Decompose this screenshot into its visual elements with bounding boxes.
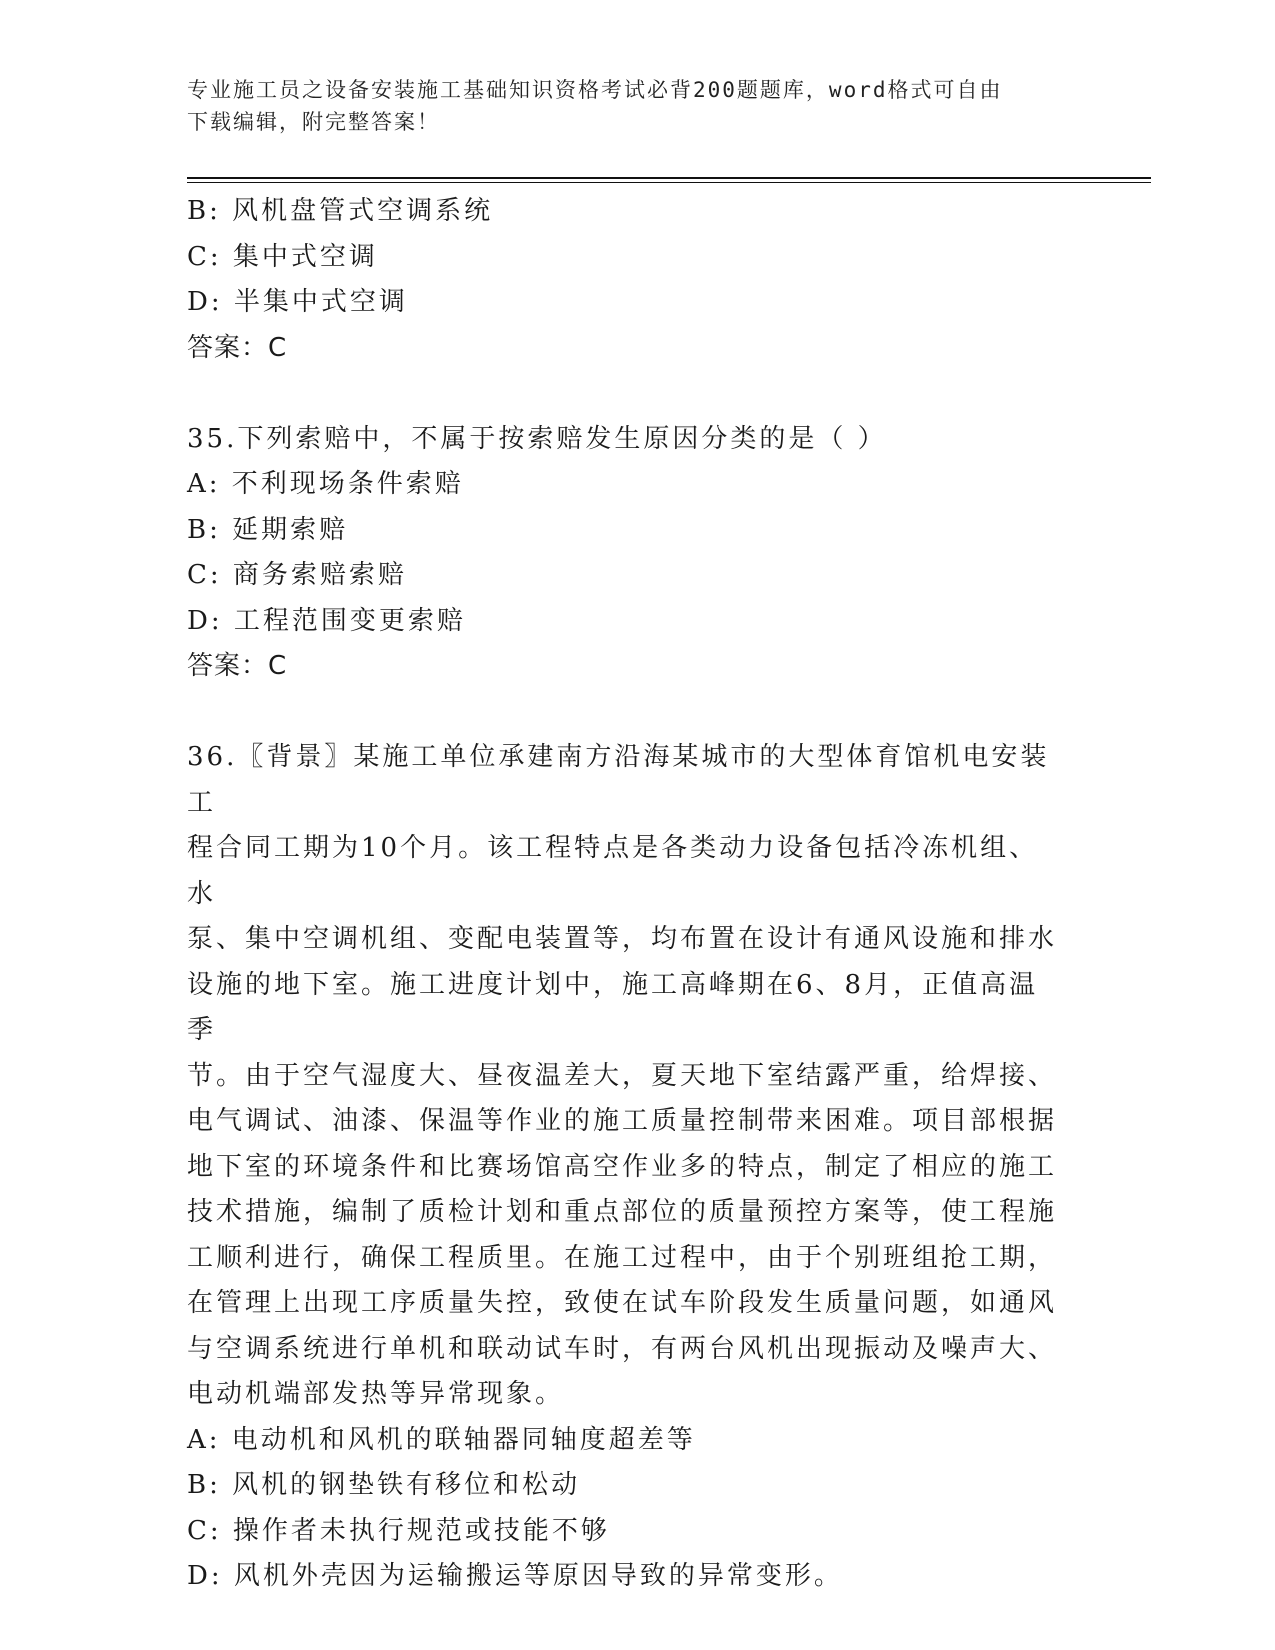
q36-text-line: 泵、集中空调机组、变配电装置等，均布置在设计有通风设施和排水 — [187, 924, 1058, 954]
document-body — [187, 189, 1067, 1600]
q36-text-line: 技术措施，编制了质检计划和重点部位的质量预控方案等，使工程施 — [187, 1197, 1058, 1227]
question-35-section — [187, 417, 1067, 690]
q36-text-line: 电气调试、油漆、保温等作业的施工质量控制带来困难。项目部根据 — [187, 1106, 1058, 1136]
q36-option-c: C: 操作者未执行规范或技能不够 — [187, 1515, 610, 1546]
q36-text-line: 设施的地下室。施工进度计划中，施工高峰期在6、8月，正值高温季 — [187, 969, 1039, 1045]
section-spacer — [187, 371, 1067, 417]
q36-option-a: A: 电动机和风机的联轴器同轴度超差等 — [187, 1424, 696, 1455]
q35-question: 35.下列索赔中，不属于按索赔发生原因分类的是（ ） — [187, 423, 887, 454]
q36-text-line: 电动机端部发热等异常现象。 — [187, 1379, 565, 1409]
q36-text-line: 地下室的环境条件和比赛场馆高空作业多的特点，制定了相应的施工 — [187, 1151, 1058, 1182]
q36-text-line: 在管理上出现工序质量失控，致使在试车阶段发生质量问题，如通风 — [187, 1288, 1058, 1318]
q35-option-d: D: 工程范围变更索赔 — [187, 605, 466, 636]
q35-option-b: B: 延期索赔 — [187, 514, 349, 545]
q34-option-b: B: 风机盘管式空调系统 — [187, 196, 494, 226]
q36-text-line: 36.〖背景〗某施工单位承建南方沿海某城市的大型体育馆机电安装工 — [187, 742, 1050, 818]
header-divider-thick — [187, 177, 1151, 179]
q36-text-line: 程合同工期为10个月。该工程特点是各类动力设备包括冷冻机组、水 — [187, 833, 1039, 909]
q35-option-c: C: 商务索赔索赔 — [187, 560, 407, 590]
header-title-line-1: 专业施工员之设备安装施工基础知识资格考试必背200题题库，word格式可自由 — [187, 78, 1003, 102]
q34-option-d: D: 半集中式空调 — [187, 287, 408, 317]
question-36-section — [187, 735, 1067, 1600]
q34-option-c: C: 集中式空调 — [187, 241, 378, 272]
header-divider-thin — [187, 182, 1151, 183]
question-34-section — [187, 189, 1067, 371]
header-title-line-2: 下载编辑，附完整答案！ — [187, 110, 440, 134]
q36-text-line: 与空调系统进行单机和联动试车时，有两台风机出现振动及噪声大、 — [187, 1333, 1058, 1364]
q36-option-b: B: 风机的钢垫铁有移位和松动 — [187, 1470, 581, 1500]
q34-answer: 答案：C — [187, 332, 288, 363]
document-header — [187, 74, 1067, 138]
q36-text-line: 工顺利进行，确保工程质里。在施工过程中，由于个别班组抢工期， — [187, 1242, 1058, 1273]
q35-option-a: A: 不利现场条件索赔 — [187, 469, 464, 499]
section-spacer — [187, 690, 1067, 736]
q36-option-d: D: 风机外壳因为运输搬运等原因导致的异常变形。 — [187, 1561, 843, 1591]
q36-text-line: 节。由于空气湿度大、昼夜温差大，夏天地下室结露严重，给焊接、 — [187, 1060, 1058, 1091]
q35-answer: 答案：C — [187, 651, 288, 681]
